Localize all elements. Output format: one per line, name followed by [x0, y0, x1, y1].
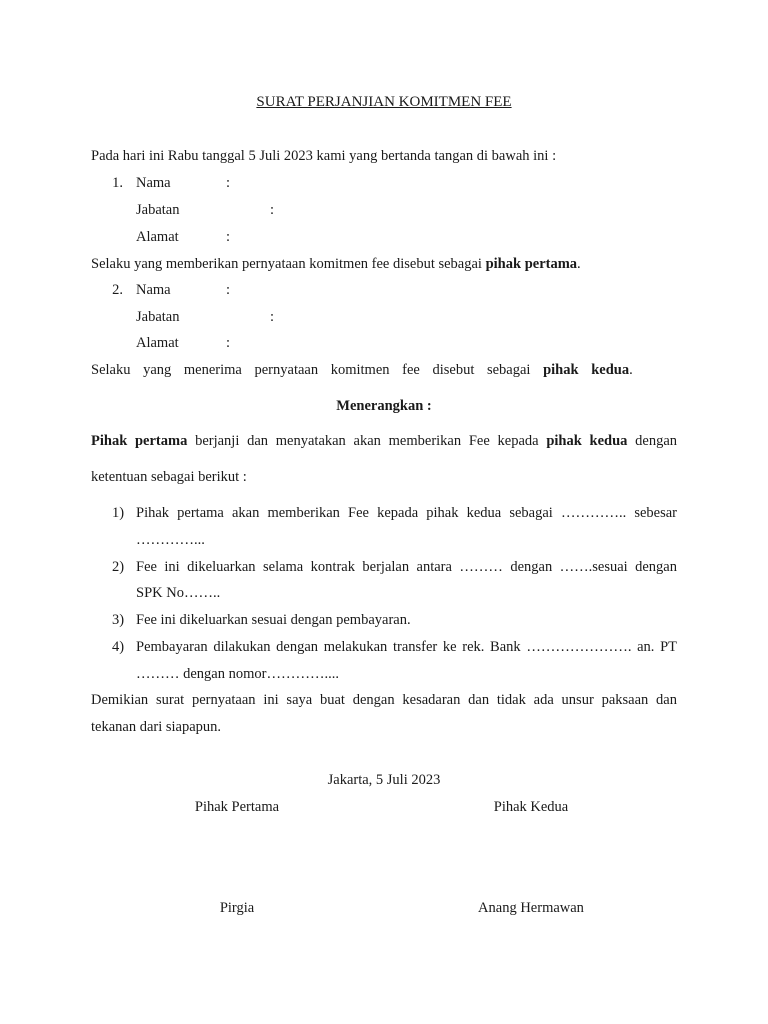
party1-number: 1.: [112, 175, 123, 191]
party1-alamat-colon: :: [226, 229, 231, 245]
intro-text: Pada hari ini Rabu tanggal 5 Juli 2023 kami yang bertanda tangan di bawah ini :: [91, 148, 557, 164]
party1-alamat-label: Alamat: [136, 229, 179, 245]
main-paragraph-bold2: pihak kedua: [546, 433, 628, 449]
item-4-line2: ……… dengan nomor…………....: [136, 666, 339, 682]
party2-jabatan-label: Jabatan: [136, 309, 180, 325]
item-2-line2: SPK No……..: [136, 585, 221, 601]
item-1-line2: …………...: [136, 532, 205, 548]
item-4-number: 4): [112, 639, 125, 655]
place-date: Jakarta, 5 Juli 2023: [327, 772, 441, 788]
party2-role-suffix: .: [629, 362, 633, 378]
party2-jabatan-colon: :: [270, 309, 275, 325]
party1-nama-label: Nama: [136, 175, 171, 191]
signature-left-name: Pirgia: [219, 900, 255, 916]
party1-jabatan-colon: :: [270, 202, 275, 218]
menerangkan-heading: Menerangkan :: [336, 398, 432, 414]
item-1-line1: Pihak pertama akan memberikan Fee kepada pihak kedua sebagai ………….. sebesar: [136, 505, 677, 521]
party1-role-bold: pihak pertama: [485, 256, 578, 272]
signature-right-role: Pihak Kedua: [493, 799, 569, 815]
party2-nama-colon: :: [226, 282, 231, 298]
party2-alamat-colon: :: [226, 335, 231, 351]
closing-line1: Demikian surat pernyataan ini saya buat dengan kesadaran dan tidak ada unsur paksaan dan: [91, 692, 677, 708]
item-3-line1: Fee ini dikeluarkan sesuai dengan pembayaran.: [136, 612, 411, 628]
signature-right-name: Anang Hermawan: [478, 900, 584, 916]
party1-role-prefix: Selaku yang memberikan pernyataan komitmen fee disebut sebagai: [91, 256, 486, 272]
party1-nama-colon: :: [226, 175, 231, 191]
party2-number: 2.: [112, 282, 123, 298]
main-paragraph-bold1: Pihak pertama: [91, 433, 188, 449]
main-paragraph-line1: [91, 433, 677, 450]
party2-role-bold: pihak kedua: [543, 362, 630, 378]
party2-alamat-label: Alamat: [136, 335, 179, 351]
signature-left-role: Pihak Pertama: [194, 799, 280, 815]
item-2-number: 2): [112, 559, 125, 575]
party1-jabatan-label: Jabatan: [136, 202, 180, 218]
document-title: SURAT PERJANJIAN KOMITMEN FEE: [256, 94, 512, 110]
party1-role-suffix: .: [577, 256, 581, 272]
main-paragraph-text2: dengan: [627, 433, 678, 449]
party1-role-statement: [91, 256, 581, 273]
main-paragraph-line2: ketentuan sebagai berikut :: [91, 469, 247, 485]
main-paragraph-text1: berjanji dan menyatakan akan memberikan Fee kepada: [187, 433, 547, 449]
party2-nama-label: Nama: [136, 282, 171, 298]
party2-role-statement: [91, 362, 633, 379]
item-3-number: 3): [112, 612, 125, 628]
item-4-line1: Pembayaran dilakukan dengan melakukan transfer ke rek. Bank …………………. an. PT: [136, 639, 677, 655]
item-1-number: 1): [112, 505, 125, 521]
item-2-line1: Fee ini dikeluarkan selama kontrak berjalan antara ……… dengan …….sesuai dengan: [136, 559, 677, 575]
closing-line2: tekanan dari siapapun.: [91, 719, 222, 735]
party2-role-prefix: Selaku yang menerima pernyataan komitmen fee disebut sebagai: [91, 362, 544, 378]
